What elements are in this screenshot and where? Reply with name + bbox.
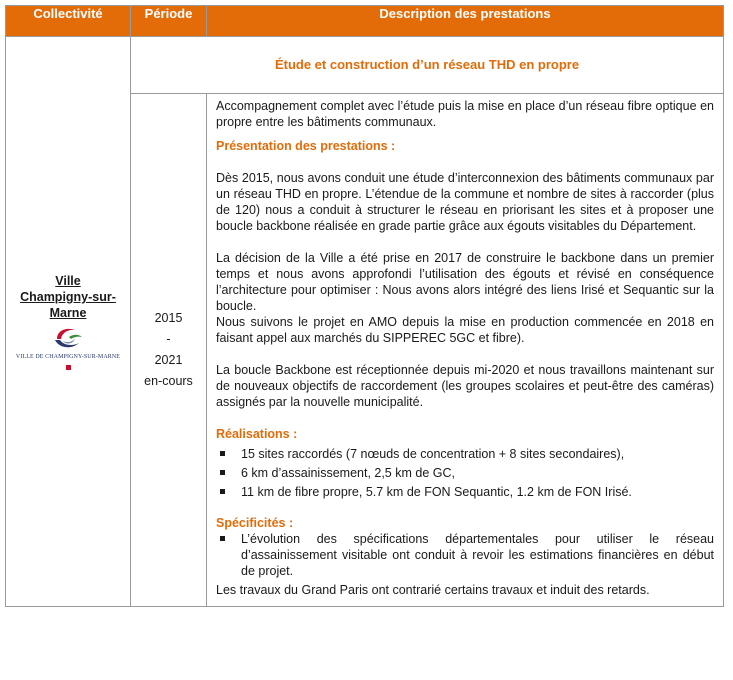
city-name [6,273,130,321]
city-name-line1: Ville [55,274,81,288]
collectivite-cell [6,37,131,607]
city-name-line3: Marne [49,306,87,320]
city-logo [13,325,123,370]
period-separator: - [166,332,171,346]
header-description: Description des prestations [207,6,724,37]
closing-text: Les travaux du Grand Paris ont contrarié certains travaux et induit des retards. [216,583,650,597]
period-status: en-cours [144,374,193,388]
references-table [5,5,724,607]
list-item: L’évolution des spécifications départementales pour utiliser le réseau d’assainissement visitable ont conduit à revoir les estimations financières en début de projet. [216,531,714,579]
city-emblem-icon [51,325,85,351]
header-collectivite: Collectivité [6,6,131,37]
logo-red-mark [66,365,71,370]
realisations-list [216,446,714,500]
specificites-list [216,531,714,579]
presentation-paragraph-2: La décision de la Ville a été prise en 2017 de construire le backbone dans un premier temps et nous avons approfondi l’utilisation des égouts et révisé en conséquence l’architecture pour optimiser : Nous avons alors intégré des liens Irisé et Sequantic sur la boucle. [216,251,714,313]
list-item: 11 km de fibre propre, 5.7 km de FON Sequantic, 1.2 km de FON Irisé. [216,484,714,500]
realisations-heading: Réalisations : [216,427,298,441]
specificites-heading: Spécificités : [216,516,294,530]
period-start: 2015 [154,311,183,325]
description-cell [207,94,724,607]
logo-caption: VILLE DE CHAMPIGNY-SUR-MARNE [15,354,121,360]
intro-text: Accompagnement complet avec l’étude puis la mise en place d’un réseau fibre optique en propre entre les bâtiments communaux. [216,99,714,129]
period-end: 2021 [154,353,183,367]
city-name-line2: Champigny-sur- [20,290,116,304]
presentation-paragraph-1: Dès 2015, nous avons conduit une étude d’interconnexion des bâtiments communaux par un réseau THD en propre. L’étendue de la commune et nombre de sites à raccorder (plus de 120) nous a conduit à structurer le réseau en priorisant les sites et à proposer une boucle backbone réalisée en grade partie grâce aux égouts visitables du Département. [216,171,714,233]
list-item: 6 km d’assainissement, 2,5 km de GC, [216,465,714,481]
period-cell [131,94,207,607]
project-title: Étude et construction d’un réseau THD en propre [131,37,724,94]
presentation-paragraph-4: La boucle Backbone est réceptionnée depuis mi-2020 et nous travaillons maintenant sur de nouveaux objectifs de raccordement (les groupes scolaires et peut-être des caméras) assignés par la nouvelle municipalité. [216,363,714,409]
presentation-heading: Présentation des prestations : [216,139,396,153]
presentation-paragraph-3: Nous suivons le projet en AMO depuis la mise en production commencée en 2018 en faisant appel aux marchés du SIPPEREC 5GC et fibre). [216,315,714,345]
header-row [6,6,724,37]
header-periode: Période [131,6,207,37]
list-item: 15 sites raccordés (7 nœuds de concentration + 8 sites secondaires), [216,446,714,462]
project-title-row [6,37,724,94]
